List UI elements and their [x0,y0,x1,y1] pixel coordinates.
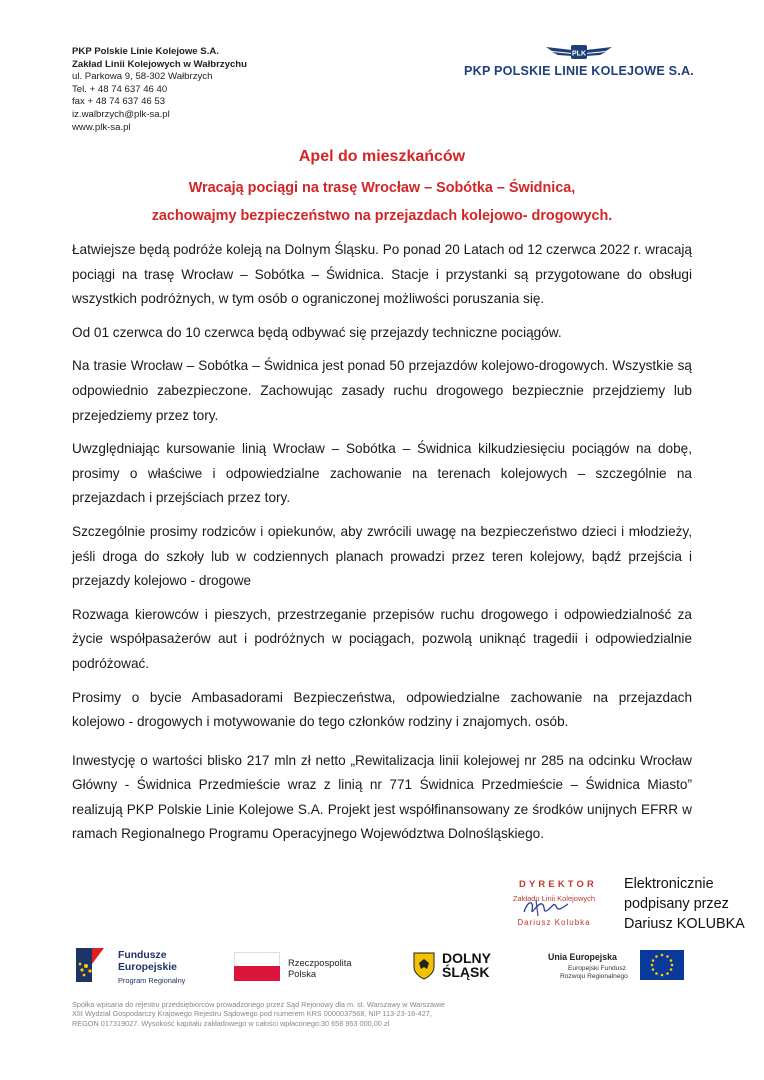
plk-logo-name: PKP POLSKIE LINIE KOLEJOWE S.A. [464,64,694,78]
body-paragraph: Prosimy o bycie Ambasadorami Bezpieczeństwa, odpowiedzialne zachowanie na przejazdach kolejowo - drogowych i motywowanie do tego członków rodziny i znajomych. osób. [72,689,692,730]
body-paragraph: Uwzględniając kursowanie linią Wrocław – Sobótka – Świdnica kilkudziesięciu pociągów na dobę, prosimy o właściwe i odpowiedzialne zachowanie na terenach kolejowych – szczególnie na przejazdach i przejściach przez tory. [72,441,692,506]
body-paragraph: Szczególnie prosimy rodziców i opiekunów, aby zwrócili uwagę na bezpieczeństwo dzieci i młodzieży, jeśli droga do szkoły lub w codziennych planach prowadzi przez teren kolejowy, bądź przejścia i przejazdy kolejowo - drogowe [72,523,692,589]
fundusze-europejskie-icon [70,944,114,988]
letter-body [72,238,692,856]
esign-line-1: Elektronicznie [624,876,714,892]
sender-company: PKP Polskie Linie Kolejowe S.A. [72,46,219,57]
flag-red-stripe [234,966,280,981]
rp-line-1: Rzeczpospolita [288,957,352,968]
body-paragraph: Łatwiejsze będą podróże koleją na Dolnym Śląsku. Po ponad 20 Latach od 12 czerwca 2022 r. wracają pociągi na trasę Wrocław – Sobótka – Świdnica. Stacje i przystanki są przygotowane do obsługi wszystkich podróżnych, w tym osób o ograniczonej możliwości poruszania się. [72,242,692,307]
dolny-slask-logo [412,944,522,990]
sender-fax: fax + 48 74 637 46 53 [72,96,166,108]
document-subtitle-line-1: Wracają pociągi na trasę Wrocław – Sobótka – Świdnica, [188,180,576,196]
sender-website[interactable]: www.plk-sa.pl [72,121,131,133]
ds-line-2: ŚLĄSK [442,964,490,980]
ds-line-1: DOLNY [442,950,491,966]
stamp-unit: Zakładu Linii Kolejowych [512,894,596,903]
esign-line-2: podpisany przez [624,896,729,912]
handwritten-signature [516,896,586,918]
dolny-slask-eagle-icon [412,951,436,981]
rp-line-2: Polska [288,968,317,979]
stamp-title: DYREKTOR [518,878,598,889]
body-paragraph: Rozwaga kierowców i pieszych, przestrzeganie przepisów ruchu drogowego i odpowiedzialność za życie współpasażerów aut i podróżnych w pociągach, pozwolą uniknąć tragedii i odpowiedzialnie podróżować. [72,606,692,671]
ue-line-3: Rozwoju Regionalnego [560,973,628,980]
stamp-name: Dariusz Kolubka [517,918,591,927]
fe-line-3: Program Regionalny [118,976,186,985]
footer-line-1: Spółka wpisana do rejestru przedsiębiorców prowadzonego przez Sąd Rejonowy dla m. st. Warszawy w Warszawie [72,1000,445,1009]
ue-line-2: Europejski Fundusz [568,965,626,972]
rzeczpospolita-polska-logo [234,944,384,990]
fe-line-1: Fundusze [118,950,167,961]
footer-line-2: XIII Wydział Gospodarczy Krajowego Rejestru Sądowego pod numerem KRS 0000037568, NIP 113-23-16-427, [72,1009,432,1019]
flag-white-stripe [234,952,280,967]
electronic-signature-note [624,874,745,934]
plk-badge-text: PLK [572,50,586,58]
legal-footer [72,1000,692,1028]
unia-europejska-logo [548,944,700,990]
esign-line-3: Dariusz KOLUBKA [624,916,745,932]
body-paragraph: Od 01 czerwca do 10 czerwca będą odbywać się przejazdy techniczne pociągów. [72,324,562,340]
document-subtitle-line-2: zachowajmy bezpieczeństwo na przejazdach kolejowo- drogowych. [151,208,613,224]
investment-paragraph: Inwestycję o wartości blisko 217 mln zł netto „Rewitalizacja linii kolejowej nr 285 na odcinku Wrocław Główny - Świdnica Przedmieście wraz z linią nr 771 Świdnica Przedmieście – Świdnica Miasto” realizują PKP Polskie Linie Kolejowe S.A. Projekt jest współfinansowany ze środków unijnych EFRR w ramach Regionalnego Programu Operacyjnego Województwa Dolnośląskiego. [72,752,692,842]
director-stamp [500,878,608,938]
footer-line-3: REGON 017319027. Wysokość kapitału zakładowego w całości wpłaconego:30 658 953 000,00 zł [72,1018,390,1028]
ue-line-1: Unia Europejska [548,952,617,962]
document-title: Apel do mieszkańców [298,148,466,165]
sender-unit: Zakład Linii Kolejowych w Wałbrzychu [72,58,248,70]
sender-address-block [72,46,247,134]
plk-logo [464,42,694,86]
funding-logos-strip [70,944,700,990]
sender-tel: Tel. + 48 74 637 46 40 [72,83,168,95]
winged-wheel-icon [542,42,616,62]
body-paragraph: Na trasie Wrocław – Sobótka – Świdnica jest ponad 50 przejazdów kolejowo-drogowych. Wszystkie są odpowiednio zabezpieczone. Zachowując zasady ruchu drogowego bezpiecznie przejdziemy lub przejedziemy przez tory. [72,358,692,423]
fundusze-europejskie-logo [70,944,210,990]
sender-email[interactable]: iz.walbrzych@plk-sa.pl [72,108,170,120]
eu-flag-icon [640,950,684,980]
fe-line-2: Europejskie [118,962,177,973]
sender-street: ul. Parkowa 9, 58-302 Wałbrzych [72,71,213,83]
